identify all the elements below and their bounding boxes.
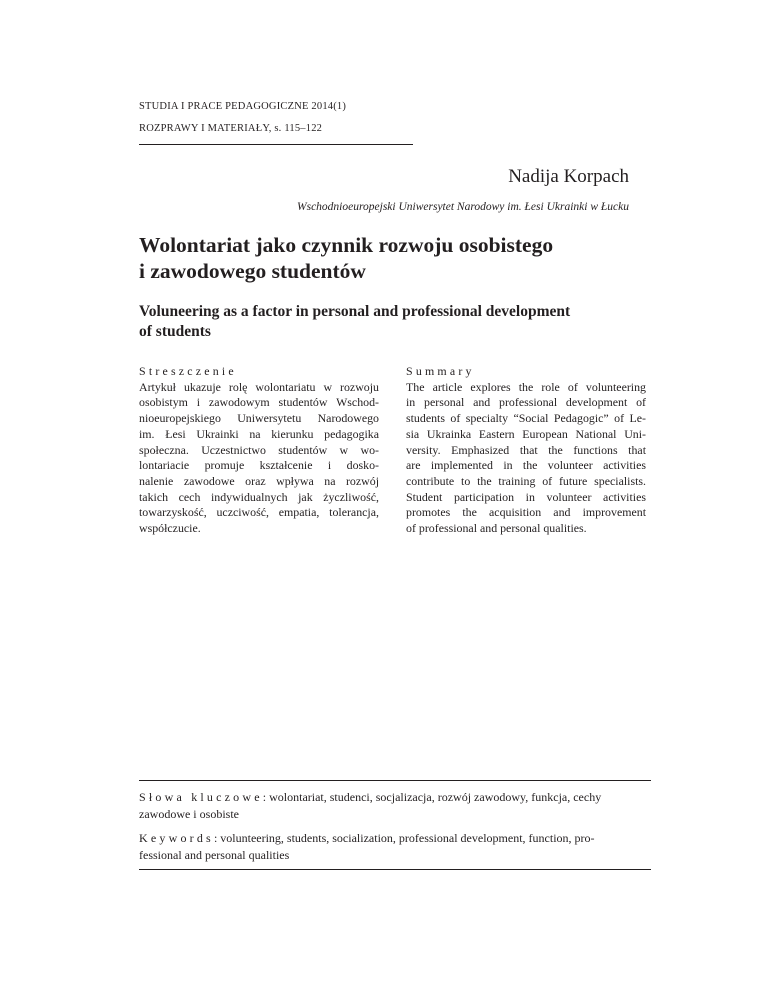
abstract-line: towarzyskość, uczciwość, empatia, tolerancja, — [139, 505, 379, 520]
abstract-line: lontariacie promuje kształcenie i dosko- — [139, 458, 379, 473]
abstract-line: The article explores the role of volunteering — [406, 379, 646, 394]
journal-header — [139, 96, 419, 145]
abstract-line: takich cech indywidualnych jak życzliwość, — [139, 489, 379, 504]
author-name: Nadija Korpach — [508, 166, 629, 187]
abstract-line: in personal and professional development of — [406, 395, 646, 410]
keywords-en-line — [139, 830, 651, 847]
journal-title: STUDIA I PRACE PEDAGOGICZNE 2014(1) — [139, 101, 347, 112]
abstract-line: of professional and personal qualities. — [406, 521, 587, 536]
abstract-en-body — [406, 380, 646, 537]
title-pl-line: i zawodowego studentów — [139, 259, 366, 283]
abstract-pl — [139, 364, 379, 537]
keywords-top-rule — [139, 780, 651, 781]
abstract-line: versity. Emphasized that the functions that — [406, 442, 646, 457]
abstract-line: nalenie zawodowe oraz wpływa na rozwój — [139, 473, 379, 488]
title-pl-line: Wolontariat jako czynnik rozwoju osobistego — [139, 233, 554, 257]
abstract-pl-heading: Streszczenie — [139, 364, 237, 378]
abstract-en — [406, 364, 646, 537]
keywords-pl — [139, 789, 651, 822]
keywords-bottom-rule — [139, 869, 651, 870]
keywords-en-terms: : volunteering, students, socialization, professional development, function, pro- — [213, 831, 595, 845]
abstract-pl-body — [139, 380, 379, 537]
title-en-line: of students — [139, 323, 211, 340]
author-affiliation: Wschodnioeuropejski Uniwersytet Narodowy im. Łesi Ukrainki w Łucku — [297, 201, 629, 213]
abstract-line: students of specialty “Social Pedagogic” of Le- — [406, 411, 646, 426]
keywords-pl-line — [139, 789, 651, 806]
abstract-line: im. Łesi Ukrainki na kierunku pedagogika — [139, 426, 379, 441]
article-title-pl — [139, 232, 639, 284]
journal-series: ROZPRAWY I MATERIAŁY, s. 115–122 — [139, 123, 323, 134]
header-rule — [139, 144, 413, 145]
keywords-pl-label: Słowa kluczowe — [139, 790, 263, 804]
abstract-line: Artykuł ukazuje rolę wolontariatu w rozwoju — [139, 379, 379, 394]
article-title-en — [139, 302, 639, 342]
abstract-line: Student participation in volunteer activities — [406, 489, 646, 504]
keywords-pl-terms: : wolontariat, studenci, socjalizacja, rozwój zawodowy, funkcja, cechy — [262, 790, 602, 804]
abstract-line: społeczna. Uczestnictwo studentów w wo- — [139, 442, 379, 457]
keywords-pl-line: zawodowe i osobiste — [139, 806, 239, 821]
abstract-line: promotes the acquisition and improvement — [406, 505, 646, 520]
abstract-line: osobistym i zawodowym studentów Wschod- — [139, 395, 379, 410]
abstract-line: nioeuropejskiego Uniwersytetu Narodowego — [139, 411, 379, 426]
keywords-en — [139, 830, 651, 863]
title-en-line: Voluneering as a factor in personal and professional development — [139, 303, 571, 320]
abstract-line: are implemented in the volunteer activities — [406, 458, 646, 473]
abstract-line: contribute to the training of future specialists. — [406, 473, 646, 488]
keywords-en-label: Keywords — [139, 831, 214, 845]
keywords-en-line: fessional and personal qualities — [139, 847, 290, 862]
abstract-line: sia Ukrainka Eastern European National Uni- — [406, 426, 646, 441]
abstract-line: współczucie. — [139, 521, 201, 536]
abstract-en-heading: Summary — [406, 364, 475, 378]
